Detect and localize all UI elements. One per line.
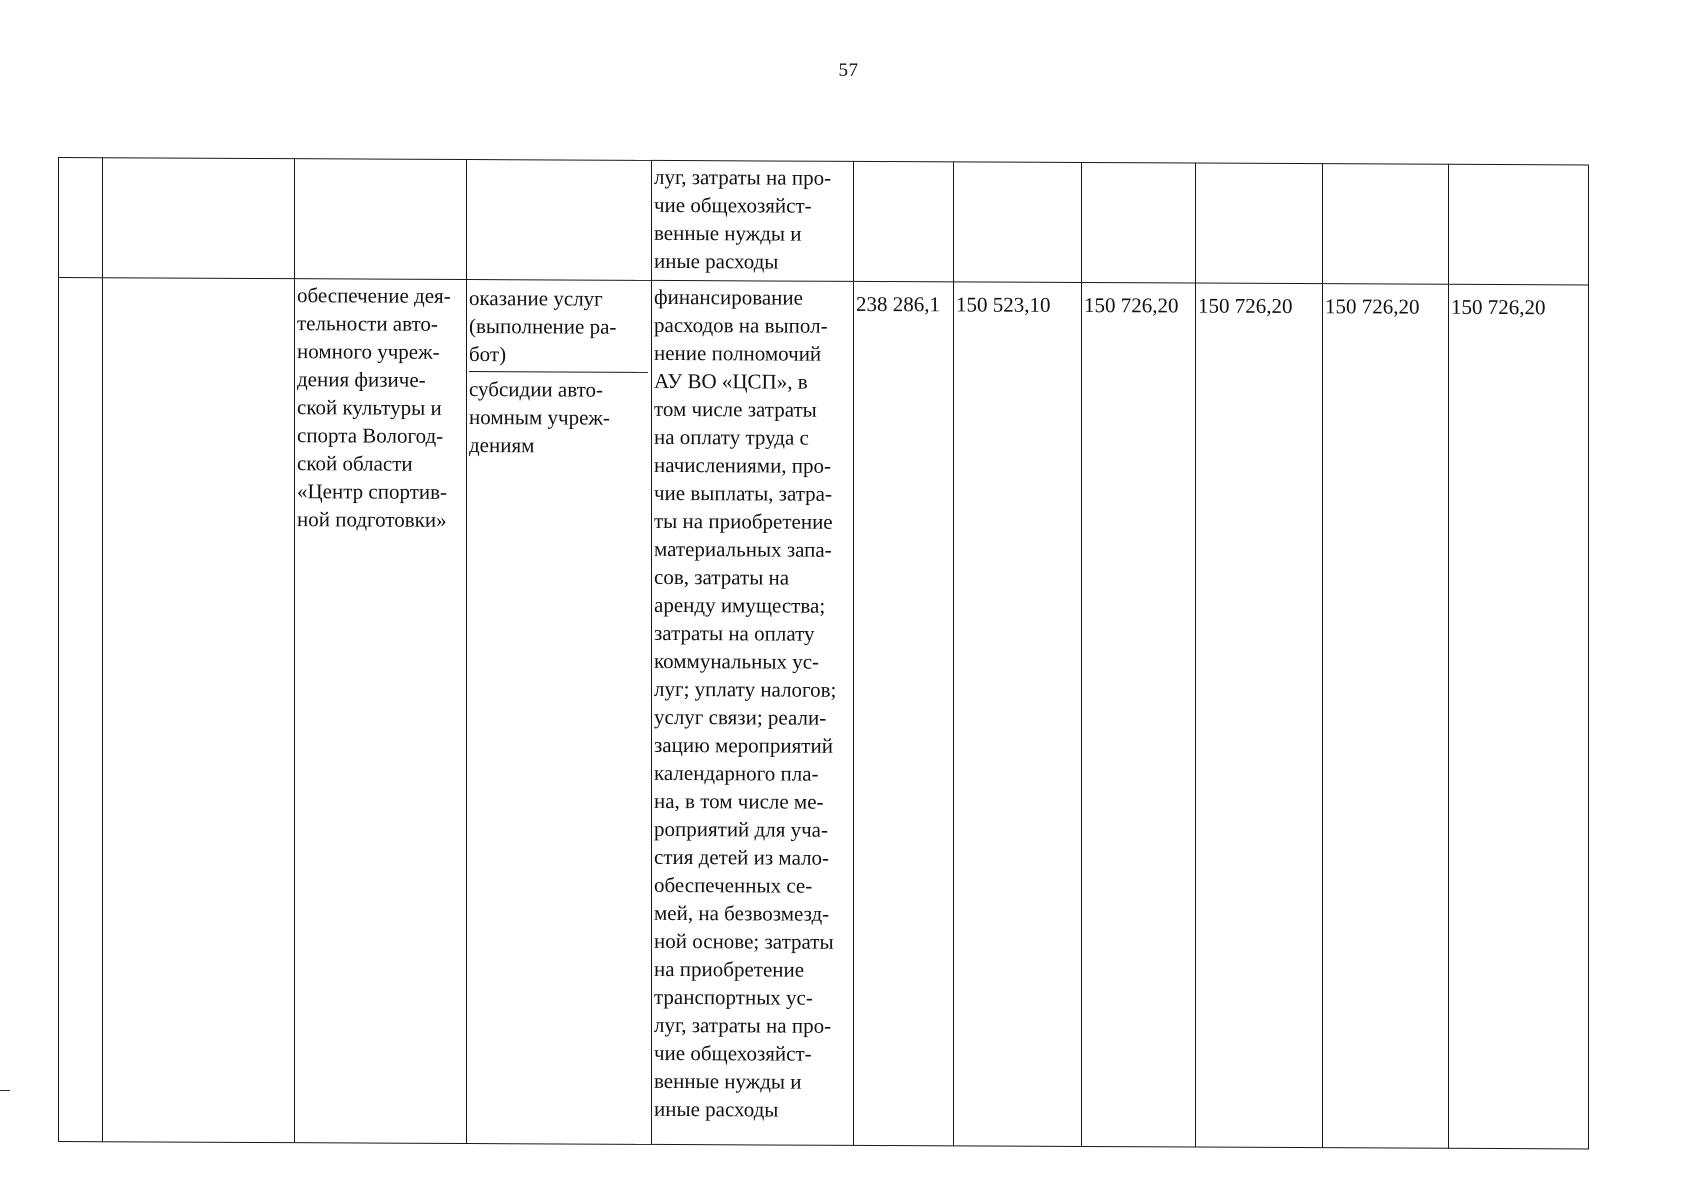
cell-amount-3: 150 726,20 bbox=[1082, 283, 1196, 1148]
table-row-main bbox=[59, 278, 1589, 1149]
purpose-bottom-text: субсидии авто- номным учреж- дениям bbox=[469, 377, 610, 458]
cell-index bbox=[59, 158, 103, 278]
cell-amount-2: 150 523,10 bbox=[954, 282, 1082, 1147]
budget-table bbox=[58, 157, 1589, 1149]
cell-program bbox=[103, 158, 295, 279]
cell-recipient bbox=[295, 159, 467, 280]
cell-amount-6: 150 726,20 bbox=[1449, 284, 1589, 1149]
cell-recipient bbox=[295, 279, 467, 1144]
cell-amount-6 bbox=[1449, 164, 1589, 285]
table-row-continuation bbox=[59, 158, 1589, 285]
cell-amount-5 bbox=[1323, 164, 1449, 285]
cell-amount-1: 238 286,1 bbox=[854, 281, 954, 1145]
cell-amount-3 bbox=[1082, 163, 1196, 284]
expense-text-main: финансирование расходов на выпол- нение полномочий АУ ВО «ЦСП», в том числе затраты на оплату труда с начислениями, про- чие выплаты, затра- ты на приобретение материальных запа- сов, затраты на аренду имущества; затраты на оплату коммунальных ус- луг; уплату налогов; услуг связи; реали- зацию мероприятий календарного пла- на, в том числе ме- роприятий для уча- стия детей из мало- обеспеченных се- мей, на безвозмезд- ной основе; затраты на приобретение транспортных ус- луг, затраты на про- чие общехозяйст- венные нужды и иные расходы bbox=[654, 284, 837, 1122]
page-number: 57 bbox=[838, 60, 859, 81]
cell-purpose bbox=[467, 159, 652, 280]
margin-mark bbox=[0, 1090, 10, 1091]
cell-amount-4: 150 726,20 bbox=[1196, 283, 1323, 1148]
cell-amount-5: 150 726,20 bbox=[1323, 284, 1449, 1149]
cell-amount-2 bbox=[954, 162, 1082, 283]
cell-index bbox=[59, 278, 103, 1142]
cell-purpose bbox=[467, 279, 652, 1144]
cell-program bbox=[103, 278, 295, 1143]
recipient-text: обеспечение дея- тельности авто- номного учреж- дения физиче- ской культуры и спорта Вологод- ской области «Центр спортив- ной подготовки» bbox=[297, 283, 451, 532]
cell-expense-text bbox=[652, 160, 854, 281]
purpose-top-text: оказание услуг (выполнение ра- бот) bbox=[469, 280, 648, 373]
cell-amount-4 bbox=[1196, 163, 1323, 284]
expense-text-continuation: луг, затраты на про- чие общехозяйст- венные нужды и иные расходы bbox=[654, 164, 832, 274]
cell-amount-1 bbox=[854, 161, 954, 281]
cell-expense-text bbox=[652, 280, 854, 1145]
